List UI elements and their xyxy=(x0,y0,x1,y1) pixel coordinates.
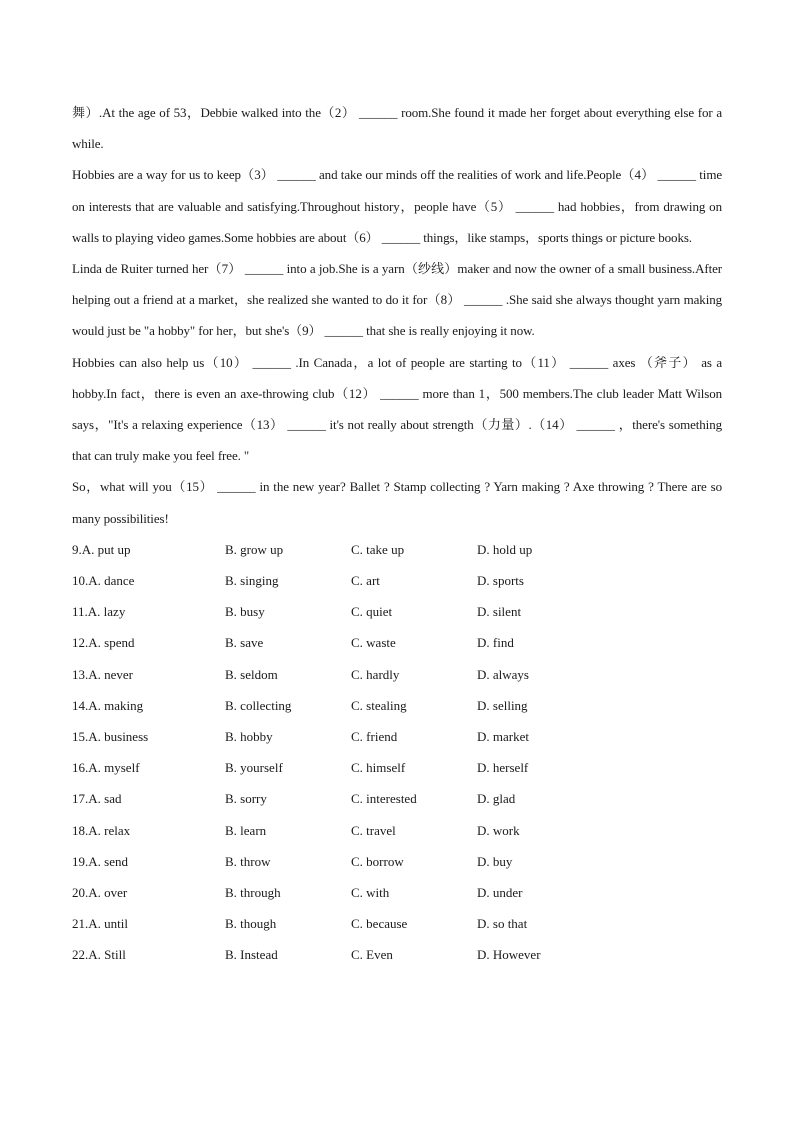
option-a-text: A. send xyxy=(88,853,128,869)
option-d: D. hold up xyxy=(477,541,533,557)
option-d: D. find xyxy=(477,635,514,651)
question-number: 15. xyxy=(72,728,89,744)
option-c: C. himself xyxy=(351,760,406,776)
option-a xyxy=(72,627,225,658)
option-a xyxy=(72,596,225,627)
option-d: D. herself xyxy=(477,760,529,776)
option-d: D. silent xyxy=(477,604,522,620)
passage-paragraph-1: 舞）.At the age of 53，Debbie walked into the（2） ______ room.She found it made her forget about everything else for a while. xyxy=(72,105,722,152)
option-a xyxy=(72,721,225,752)
question-number: 18. xyxy=(72,822,89,838)
question-row xyxy=(72,690,722,721)
option-a xyxy=(72,690,225,721)
option-a xyxy=(72,877,225,908)
question-row xyxy=(72,752,722,783)
option-d: D. selling xyxy=(477,697,528,713)
option-a-text: A. sad xyxy=(88,791,122,807)
question-number: 9. xyxy=(72,541,82,557)
option-b: B. grow up xyxy=(225,541,284,557)
option-a-text: A. dance xyxy=(88,573,135,589)
option-a-text: A. business xyxy=(88,728,149,744)
question-row xyxy=(72,565,722,596)
option-b: B. busy xyxy=(225,604,265,620)
option-a-text: A. myself xyxy=(88,760,140,776)
option-d: D. However xyxy=(477,947,541,963)
question-row xyxy=(72,815,722,846)
option-a-text: A. lazy xyxy=(87,604,126,620)
option-b: B. Instead xyxy=(225,947,278,963)
question-row xyxy=(72,659,722,690)
passage-paragraph-3: Linda de Ruiter turned her（7） ______ into a job.She is a yarn（纱线）maker and now the owner of a small business.After helping out a friend at a market，she realized she wanted to do it for（8） ______ .She said she always thought yarn making would just be "a hobby" for her，but she's（9） ______ that she is really enjoying it now. xyxy=(72,261,722,339)
question-number: 21. xyxy=(72,916,89,932)
option-d: D. buy xyxy=(477,853,513,869)
answer-options-list xyxy=(72,534,722,971)
option-a xyxy=(72,939,225,970)
option-d: D. always xyxy=(477,666,529,682)
option-b: B. throw xyxy=(225,853,271,869)
question-row xyxy=(72,908,722,939)
question-number: 10. xyxy=(72,573,89,589)
option-d: D. under xyxy=(477,884,523,900)
question-number: 11. xyxy=(72,604,88,620)
passage-paragraph-4: Hobbies can also help us（10） ______ .In Canada，a lot of people are starting to（11） ______ axes （斧子） as a hobby.In fact，there is even an axe-throwing club（12） ______ more than 1，500 members.The club leader Matt Wilson says，"It's a relaxing experience（13） ______ it's not really about strength（力量）.（14） ______ ，there's something that can truly make you feel free. " xyxy=(72,354,722,464)
option-a-text: A. making xyxy=(88,697,144,713)
question-number: 22. xyxy=(72,947,89,963)
option-c: C. travel xyxy=(351,822,396,838)
option-b: B. save xyxy=(225,635,264,651)
option-a xyxy=(72,908,225,939)
option-d: D. sports xyxy=(477,573,524,589)
option-c: C. quiet xyxy=(351,604,393,620)
question-row xyxy=(72,596,722,627)
option-b: B. hobby xyxy=(225,728,273,744)
option-b: B. through xyxy=(225,884,281,900)
option-a xyxy=(72,565,225,596)
question-row xyxy=(72,877,722,908)
option-c: C. hardly xyxy=(351,666,400,682)
option-c: C. with xyxy=(351,884,390,900)
question-number: 14. xyxy=(72,697,89,713)
option-b: B. collecting xyxy=(225,697,292,713)
option-a-text: A. spend xyxy=(88,635,135,651)
option-c: C. interested xyxy=(351,791,417,807)
option-b: B. though xyxy=(225,916,277,932)
question-row xyxy=(72,783,722,814)
question-number: 16. xyxy=(72,760,89,776)
option-d: D. glad xyxy=(477,791,516,807)
question-number: 19. xyxy=(72,853,89,869)
passage-paragraph-5: So，what will you（15） ______ in the new year? Ballet ? Stamp collecting ? Yarn making ? Axe throwing ? There are so many possibilities! xyxy=(72,479,722,526)
option-a-text: A. never xyxy=(88,666,134,682)
question-number: 12. xyxy=(72,635,89,651)
option-c: C. stealing xyxy=(351,697,407,713)
question-row xyxy=(72,721,722,752)
option-d: D. work xyxy=(477,822,520,838)
option-b: B. yourself xyxy=(225,760,283,776)
option-c: C. waste xyxy=(351,635,396,651)
option-a-text: A. over xyxy=(88,884,128,900)
option-b: B. seldom xyxy=(225,666,278,682)
question-number: 17. xyxy=(72,791,89,807)
option-a-text: A. relax xyxy=(88,822,131,838)
option-a xyxy=(72,534,225,565)
option-c: C. because xyxy=(351,916,408,932)
question-row xyxy=(72,846,722,877)
option-d: D. market xyxy=(477,728,529,744)
option-c: C. take up xyxy=(351,541,405,557)
question-number: 13. xyxy=(72,666,89,682)
option-b: B. singing xyxy=(225,573,279,589)
cloze-passage xyxy=(72,97,722,534)
question-number: 20. xyxy=(72,884,89,900)
option-a-text: A. put up xyxy=(81,541,131,557)
option-a-text: A. until xyxy=(88,916,128,932)
exam-page xyxy=(72,97,722,970)
option-a xyxy=(72,815,225,846)
option-c: C. art xyxy=(351,573,380,589)
option-a xyxy=(72,783,225,814)
option-a xyxy=(72,752,225,783)
passage-paragraph-2: Hobbies are a way for us to keep（3） ______ and take our minds off the realities of work and life.People（4） ______ time on interests that are valuable and satisfying.Throughout history，people have（5） ______ had hobbies，from drawing on walls to playing video games.Some hobbies are about（6） ______ things，like stamps，sports things or picture books. xyxy=(72,167,722,245)
question-row xyxy=(72,534,722,565)
option-d: D. so that xyxy=(477,916,528,932)
option-c: C. friend xyxy=(351,728,398,744)
option-b: B. sorry xyxy=(225,791,267,807)
question-row xyxy=(72,627,722,658)
option-a xyxy=(72,659,225,690)
option-b: B. learn xyxy=(225,822,267,838)
option-c: C. Even xyxy=(351,947,393,963)
question-row xyxy=(72,939,722,970)
option-c: C. borrow xyxy=(351,853,404,869)
option-a-text: A. Still xyxy=(88,947,126,963)
option-a xyxy=(72,846,225,877)
